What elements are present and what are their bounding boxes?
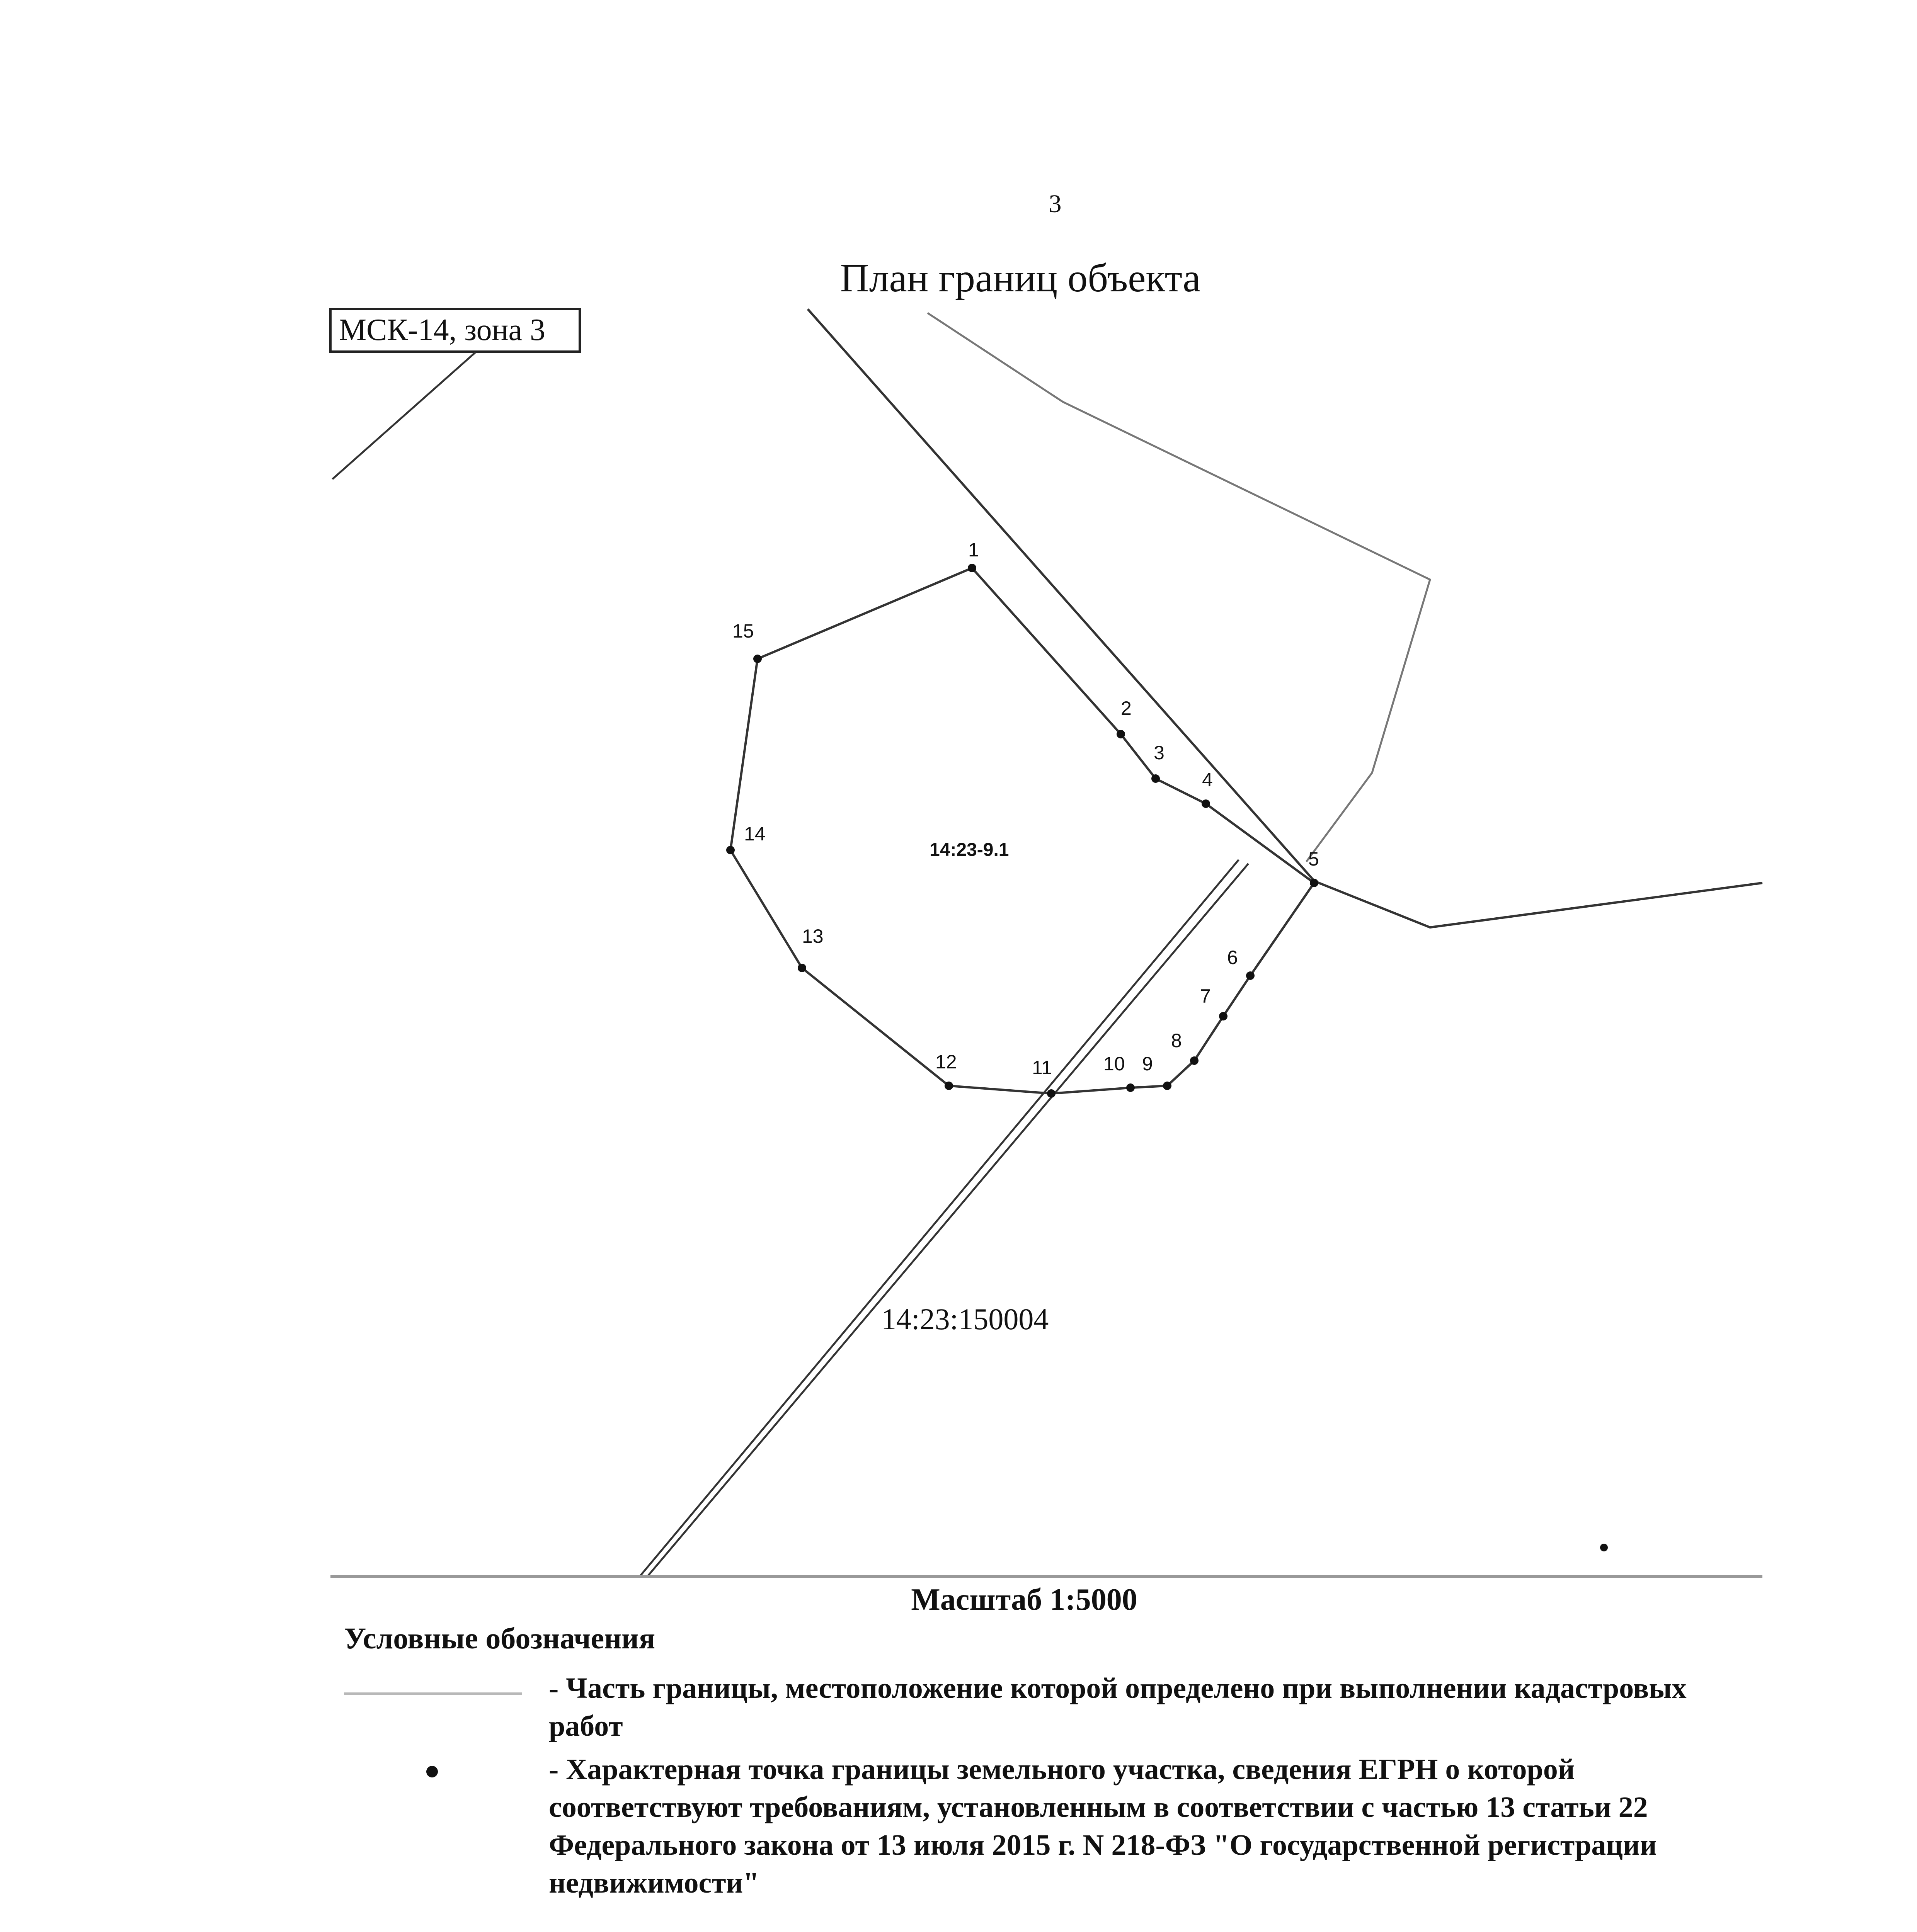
boundary-point-15: [753, 655, 762, 663]
legend-heading: Условные обозначения: [344, 1621, 655, 1655]
point-label-13: 13: [802, 925, 824, 947]
legend-text: - Характерная точка границы земельного участка, сведения ЕГРН о которой соответствуют требованиям, установленным в соответствии с частью 13 статьи 22 Федерального закона от 13 июля 2015 г. N 218-ФЗ "О государственной регистрации недвижимости": [549, 1753, 1657, 1899]
neighbour-boundary-right: [1314, 881, 1762, 927]
point-label-14: 14: [744, 823, 766, 845]
coord-system-leader-line: [332, 352, 475, 479]
point-label-7: 7: [1200, 985, 1211, 1007]
point-labels: [732, 539, 1319, 1078]
point-label-6: 6: [1227, 947, 1238, 968]
boundary-point-1: [968, 564, 976, 572]
point-label-2: 2: [1121, 697, 1132, 719]
parcel-label: 14:23-9.1: [930, 840, 1009, 860]
page-number: 3: [1049, 190, 1062, 218]
legend-text: [549, 1930, 1739, 1932]
legend-text: - Часть границы, местоположение которой определено при выполнении кадастровых работ: [549, 1672, 1687, 1742]
point-label-8: 8: [1171, 1030, 1182, 1051]
quarter-label: 14:23:150004: [881, 1302, 1049, 1336]
boundary-point-10: [1126, 1083, 1135, 1092]
boundary-point-8: [1190, 1056, 1199, 1065]
legend-symbol-dot: [426, 1766, 438, 1777]
boundary-point-6: [1246, 971, 1255, 980]
boundary-point-9: [1163, 1082, 1171, 1090]
stray-point: [1600, 1544, 1608, 1551]
point-label-12: 12: [935, 1051, 957, 1073]
road-line-left: [640, 860, 1239, 1577]
coord-system-label: МСК-14, зона 3: [339, 313, 545, 347]
document-title: План границ объекта: [840, 256, 1201, 300]
neighbour-boundary-upper: [928, 313, 1430, 862]
legend-item-point-number: [332, 1930, 1762, 1932]
point-label-15: 15: [732, 620, 754, 642]
boundary-point-5: [1310, 879, 1318, 887]
boundary-point-11: [1047, 1089, 1056, 1098]
boundary-points: [726, 564, 1318, 1098]
point-label-11: 11: [1032, 1057, 1052, 1078]
quarter-boundary-diagonal: [808, 309, 1316, 883]
point-label-10: 10: [1103, 1053, 1125, 1075]
boundary-point-12: [945, 1082, 953, 1090]
point-label-4: 4: [1202, 769, 1213, 791]
legend-item-measured-boundary: [332, 1669, 1762, 1747]
boundary-point-2: [1117, 730, 1125, 738]
point-label-9: 9: [1142, 1053, 1153, 1075]
boundary-point-13: [798, 964, 806, 972]
legend-item-characteristic-point: [332, 1750, 1762, 1913]
road-line-right: [647, 864, 1248, 1577]
boundary-point-7: [1219, 1012, 1227, 1020]
point-label-5: 5: [1308, 848, 1319, 870]
boundary-point-4: [1202, 799, 1210, 808]
legend-symbol-line: [344, 1692, 522, 1695]
point-label-3: 3: [1154, 742, 1165, 764]
boundary-point-14: [726, 846, 735, 854]
boundary-point-3: [1151, 774, 1160, 783]
map-scale: Масштаб 1:5000: [911, 1583, 1137, 1617]
point-label-1: 1: [968, 539, 979, 561]
